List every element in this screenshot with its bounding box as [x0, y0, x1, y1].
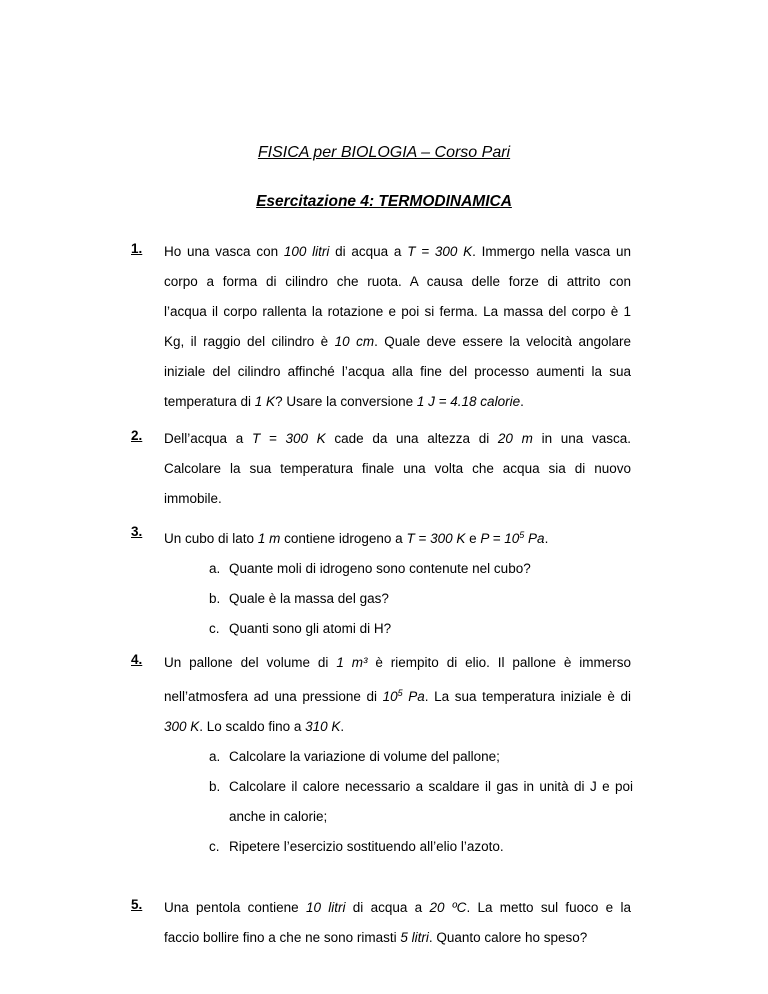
text-line: Ho una vasca con 100 litri di acqua a T = 300 K. Immergo nella vasca un: [164, 244, 631, 259]
exercise-3: [131, 520, 631, 644]
sub-item: [209, 584, 631, 614]
sub-item-letter: a.: [209, 749, 221, 764]
sub-item-text: Calcolare la variazione di volume del pallone;: [229, 749, 500, 764]
exercise-text: [164, 648, 631, 742]
text-line: nell’atmosfera ad una pressione di $10^5$ Pa. La sua temperatura iniziale è di: [164, 688, 631, 704]
text-line: faccio bollire fino a che ne sono rimasti 5 litri. Quanto calore ho speso?: [164, 930, 588, 945]
sub-item: [209, 614, 631, 644]
sub-item-letter: b.: [209, 779, 221, 794]
text-line: Un pallone del volume di 1 m³ è riempito di elio. Il pallone è immerso: [164, 655, 632, 670]
document-subtitle: Esercitazione 4: TERMODINAMICA: [256, 193, 512, 210]
document-title: FISICA per BIOLOGIA – Corso Pari: [257, 144, 511, 161]
sub-item: [209, 772, 633, 832]
exercise-number: 5.: [131, 897, 143, 912]
text-line: 300 K. Lo scaldo fino a 310 K.: [164, 719, 345, 734]
exercise-2: [131, 424, 631, 514]
text-line: Una pentola contiene 10 litri di acqua a 20 ºC. La metto sul fuoco e la: [164, 900, 631, 915]
exercise-4: [131, 648, 631, 862]
sub-item-text: Ripetere l’esercizio sostituendo all’elio l’azoto.: [229, 839, 504, 854]
sub-item-text: Quanti sono gli atomi di H?: [229, 621, 392, 636]
sub-item: [209, 742, 631, 772]
exercise-number: 2.: [131, 428, 143, 443]
text-line: Calcolare la sua temperatura finale una volta che acqua sia di nuovo: [164, 461, 631, 476]
exercise-number: 3.: [131, 524, 143, 539]
sub-item-text: Calcolare il calore necessario a scaldare il gas in unità di J e poi anche in calorie;: [229, 779, 633, 824]
sub-item-letter: a.: [209, 561, 221, 576]
exercise-text: [164, 424, 631, 514]
exercise-text: [164, 520, 631, 554]
text-line: Un cubo di lato 1 m contiene idrogeno a T = 300 K e $P = 10^5$ Pa.: [164, 530, 549, 546]
text-line: Kg, il raggio del cilindro è 10 cm. Quale deve essere la velocità angolare: [164, 334, 631, 349]
text-line: Dell’acqua a T = 300 K cade da una altezza di 20 m in una vasca.: [164, 431, 631, 446]
exercise-number: 4.: [131, 652, 143, 667]
exercise-text: [164, 237, 631, 417]
sub-item: [209, 554, 631, 584]
text-line: iniziale del cilindro affinché l’acqua alla fine del processo aumenti la sua: [164, 364, 631, 379]
sub-item-letter: c.: [209, 621, 220, 636]
sub-item-text: Quale è la massa del gas?: [229, 591, 389, 606]
exercise-number: 1.: [131, 241, 143, 256]
exercise-5: [131, 893, 631, 953]
text-line: l’acqua il corpo rallenta la rotazione e poi si ferma. La massa del corpo è 1: [164, 304, 631, 319]
sub-item-text: Quante moli di idrogeno sono contenute nel cubo?: [229, 561, 531, 576]
exercise-text: [164, 893, 631, 953]
text-line: corpo a forma di cilindro che ruota. A causa delle forze di attrito con: [164, 274, 631, 289]
sub-item-letter: b.: [209, 591, 221, 606]
sub-item-letter: c.: [209, 839, 220, 854]
text-line: temperatura di 1 K? Usare la conversione 1 J = 4.18 calorie.: [164, 394, 524, 409]
exercise-1: [131, 237, 631, 417]
sub-item: [209, 832, 631, 862]
text-line: immobile.: [164, 491, 222, 506]
